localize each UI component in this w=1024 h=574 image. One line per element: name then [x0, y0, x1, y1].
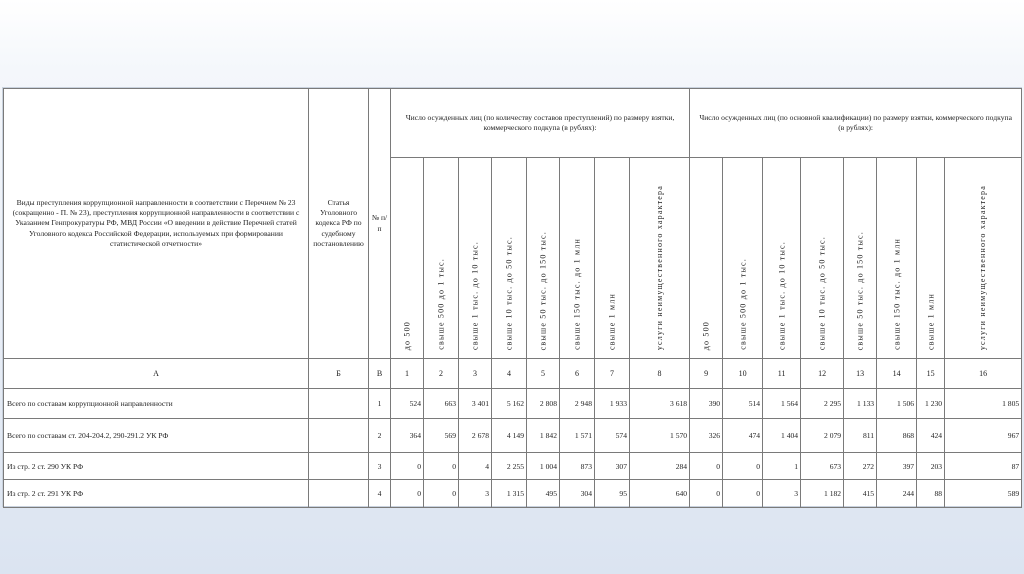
subheader-cell: [492, 158, 527, 359]
value-cell: 390: [690, 389, 723, 419]
row-number: 1: [369, 389, 391, 419]
value-cell: 424: [917, 419, 945, 453]
row-article: [309, 480, 369, 508]
value-cell: 4: [459, 453, 492, 480]
table-row: [4, 419, 1022, 453]
subheader-cell: [459, 158, 492, 359]
subheader-cell: [560, 158, 595, 359]
value-cell: 663: [424, 389, 459, 419]
value-cell: 0: [391, 453, 424, 480]
value-cell: 1 933: [595, 389, 630, 419]
letter-cell: 11: [763, 359, 801, 389]
subheader-label: до 500: [701, 320, 711, 350]
letter-cell: 14: [877, 359, 917, 389]
value-cell: 2 808: [527, 389, 560, 419]
value-cell: 3: [763, 480, 801, 508]
value-cell: 1 182: [801, 480, 844, 508]
value-cell: 0: [391, 480, 424, 508]
subheader-label: услуги неимущественного характера: [977, 184, 987, 350]
subheader-label: свыше 150 тыс. до 1 млн: [572, 238, 582, 350]
subheader-cell: [945, 158, 1022, 359]
subheader-cell: [763, 158, 801, 359]
subheader-cell: [917, 158, 945, 359]
letter-cell: 16: [945, 359, 1022, 389]
value-cell: 1 315: [492, 480, 527, 508]
value-cell: 2 079: [801, 419, 844, 453]
value-cell: 524: [391, 389, 424, 419]
value-cell: 873: [560, 453, 595, 480]
subheader-cell: [424, 158, 459, 359]
row-article: [309, 389, 369, 419]
value-cell: 495: [527, 480, 560, 508]
value-cell: 474: [723, 419, 763, 453]
subheader-label: свыше 10 тыс. до 50 тыс.: [817, 235, 827, 350]
value-cell: 0: [690, 453, 723, 480]
statistics-sheet: [3, 88, 1021, 506]
row-name: Из стр. 2 ст. 290 УК РФ: [4, 453, 309, 480]
value-cell: 1 230: [917, 389, 945, 419]
value-cell: 0: [424, 480, 459, 508]
value-cell: 304: [560, 480, 595, 508]
value-cell: 514: [723, 389, 763, 419]
subheader-label: свыше 500 до 1 тыс.: [738, 258, 748, 350]
group2-header: Число осужденных лиц (по основной квалификации) по размеру взятки, коммерческого подкупа (в рублях):: [690, 89, 1022, 158]
group1-header: Число осужденных лиц (по количеству составов преступлений) по размеру взятки, коммерческого подкупа (в рублях):: [391, 89, 690, 158]
table-row: [4, 453, 1022, 480]
value-cell: 2 678: [459, 419, 492, 453]
value-cell: 3: [459, 480, 492, 508]
subheader-cell: [630, 158, 690, 359]
value-cell: 2 295: [801, 389, 844, 419]
value-cell: 0: [690, 480, 723, 508]
row-name: Всего по составам ст. 204-204.2, 290-291.2 УК РФ: [4, 419, 309, 453]
value-cell: 95: [595, 480, 630, 508]
row-number: 4: [369, 480, 391, 508]
letter-cell: 3: [459, 359, 492, 389]
letter-cell: 10: [723, 359, 763, 389]
letter-cell: 5: [527, 359, 560, 389]
subheader-label: свыше 1 тыс. до 10 тыс.: [777, 241, 787, 350]
value-cell: 1 805: [945, 389, 1022, 419]
row-number: 2: [369, 419, 391, 453]
row-article: [309, 419, 369, 453]
letter-cell: А: [4, 359, 309, 389]
value-cell: 203: [917, 453, 945, 480]
value-cell: 87: [945, 453, 1022, 480]
value-cell: 272: [844, 453, 877, 480]
value-cell: 0: [424, 453, 459, 480]
value-cell: 1 506: [877, 389, 917, 419]
value-cell: 811: [844, 419, 877, 453]
table-body: [4, 389, 1022, 508]
subheader-cell: [391, 158, 424, 359]
row-name: Всего по составам коррупционной направленности: [4, 389, 309, 419]
value-cell: 0: [723, 480, 763, 508]
subheader-label: свыше 10 тыс. до 50 тыс.: [504, 235, 514, 350]
subheader-cell: [844, 158, 877, 359]
value-cell: 244: [877, 480, 917, 508]
subheader-cell: [877, 158, 917, 359]
letter-cell: 1: [391, 359, 424, 389]
value-cell: 868: [877, 419, 917, 453]
value-cell: 1 404: [763, 419, 801, 453]
subheader-label: свыше 50 тыс. до 150 тыс.: [855, 230, 865, 350]
value-cell: 0: [723, 453, 763, 480]
letter-cell: 12: [801, 359, 844, 389]
subheader-cell: [723, 158, 763, 359]
corruption-statistics-table: [3, 88, 1022, 508]
subheader-label: свыше 1 млн: [607, 293, 617, 350]
table-row: [4, 389, 1022, 419]
letter-cell: 4: [492, 359, 527, 389]
subheader-cell: [690, 158, 723, 359]
value-cell: 326: [690, 419, 723, 453]
row-name: Из стр. 2 ст. 291 УК РФ: [4, 480, 309, 508]
subheader-cell: [595, 158, 630, 359]
value-cell: 569: [424, 419, 459, 453]
article-header: Статья Уголовного кодекса РФ по судебному постановлению: [309, 89, 369, 359]
value-cell: 1 842: [527, 419, 560, 453]
row-no-header: № п/п: [369, 89, 391, 359]
value-cell: 4 149: [492, 419, 527, 453]
subheader-label: свыше 1 тыс. до 10 тыс.: [470, 241, 480, 350]
value-cell: 1: [763, 453, 801, 480]
value-cell: 1 004: [527, 453, 560, 480]
letter-cell: Б: [309, 359, 369, 389]
value-cell: 574: [595, 419, 630, 453]
value-cell: 1 133: [844, 389, 877, 419]
letter-cell: 8: [630, 359, 690, 389]
column-letters-row: [4, 359, 1022, 389]
letter-cell: 6: [560, 359, 595, 389]
value-cell: 3 401: [459, 389, 492, 419]
letter-cell: 9: [690, 359, 723, 389]
value-cell: 415: [844, 480, 877, 508]
value-cell: 307: [595, 453, 630, 480]
subheader-label: до 500: [402, 320, 412, 350]
letter-cell: 7: [595, 359, 630, 389]
subheader-cell: [801, 158, 844, 359]
value-cell: 673: [801, 453, 844, 480]
value-cell: 397: [877, 453, 917, 480]
value-cell: 284: [630, 453, 690, 480]
value-cell: 1 570: [630, 419, 690, 453]
subheader-label: свыше 1 млн: [926, 293, 936, 350]
subheader-label: услуги неимущественного характера: [654, 184, 664, 350]
value-cell: 1 571: [560, 419, 595, 453]
value-cell: 3 618: [630, 389, 690, 419]
row-article: [309, 453, 369, 480]
letter-cell: 2: [424, 359, 459, 389]
table-row: [4, 480, 1022, 508]
value-cell: 88: [917, 480, 945, 508]
subheader-cell: [527, 158, 560, 359]
value-cell: 640: [630, 480, 690, 508]
value-cell: 5 162: [492, 389, 527, 419]
row-number: 3: [369, 453, 391, 480]
value-cell: 2 255: [492, 453, 527, 480]
value-cell: 2 948: [560, 389, 595, 419]
subheader-label: свыше 500 до 1 тыс.: [436, 258, 446, 350]
letter-cell: 15: [917, 359, 945, 389]
value-cell: 967: [945, 419, 1022, 453]
value-cell: 589: [945, 480, 1022, 508]
types-header: Виды преступления коррупционной направленности в соответствии с Перечнем № 23 (сокращенно - П. № 23), преступления коррупционной направленности в соответствии с Указанием Генпрокуратуры РФ, МВД России «О введении в действие Перечней статей Уголовного кодекса Российской Федерации, используемых при формировании статистической отчетности»: [4, 89, 309, 359]
letter-cell: В: [369, 359, 391, 389]
value-cell: 1 564: [763, 389, 801, 419]
subheader-label: свыше 150 тыс. до 1 млн: [892, 238, 902, 350]
subheader-label: свыше 50 тыс. до 150 тыс.: [538, 230, 548, 350]
letter-cell: 13: [844, 359, 877, 389]
value-cell: 364: [391, 419, 424, 453]
